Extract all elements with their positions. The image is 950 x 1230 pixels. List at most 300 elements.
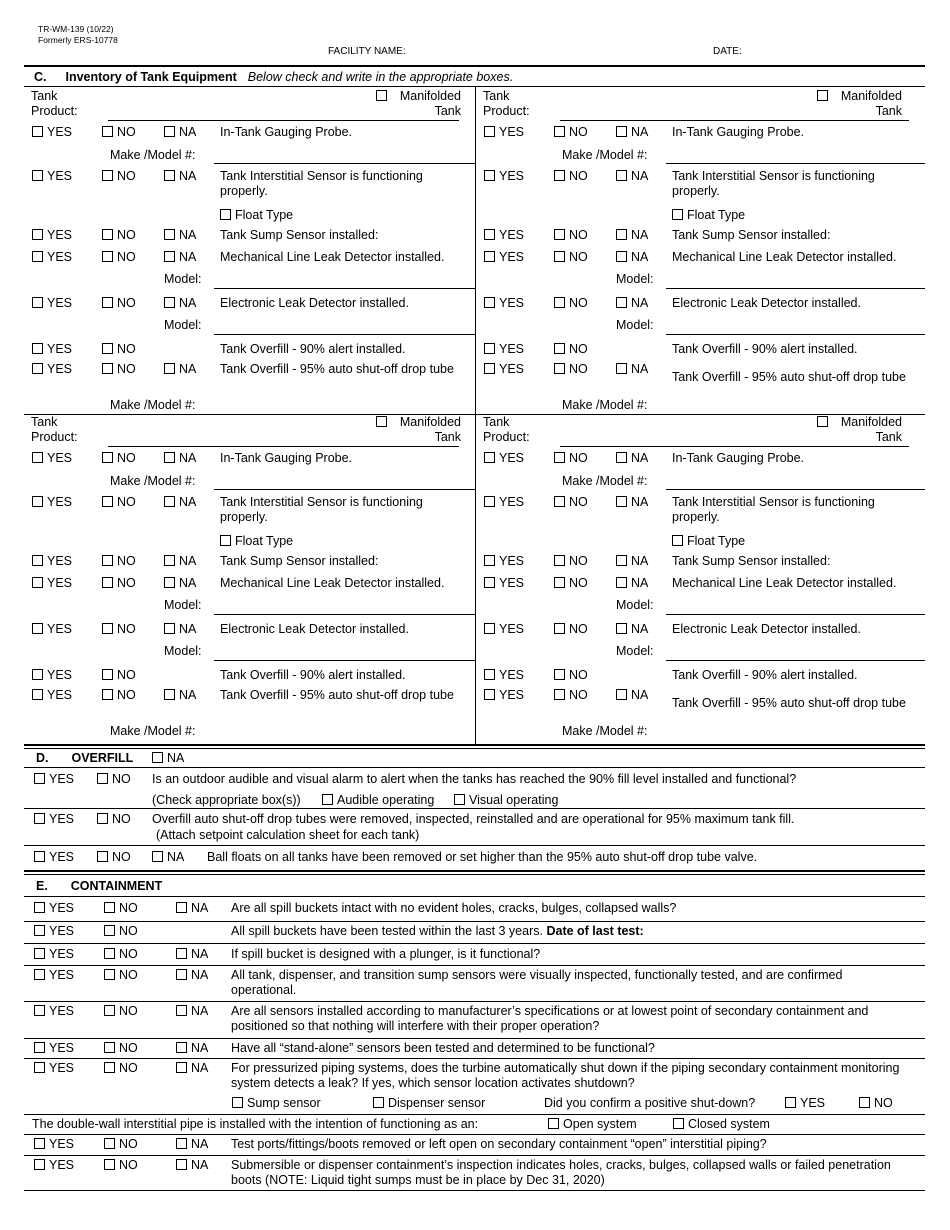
checkbox-icon[interactable] <box>376 416 387 427</box>
checkbox-icon[interactable] <box>616 496 627 507</box>
tank-L-89-electronic-yes[interactable] <box>32 296 72 311</box>
checkbox-icon[interactable] <box>176 902 187 913</box>
section-c-heading <box>34 70 513 85</box>
tank-L-415-gauging-yes[interactable] <box>32 451 72 466</box>
tank-R-415-overfill95-no[interactable] <box>554 688 588 703</box>
tank-R-415-overfill90-yes[interactable] <box>484 668 524 683</box>
e-q6-no[interactable] <box>104 1041 138 1056</box>
tank-L-89-mechanical-na[interactable] <box>164 250 196 265</box>
tank-R-415-mechanical-yes[interactable] <box>484 576 524 591</box>
checkbox-icon[interactable] <box>164 363 175 374</box>
checkbox-icon[interactable] <box>484 343 495 354</box>
e-q3-no[interactable] <box>104 947 138 962</box>
e-q10-no[interactable] <box>104 1158 138 1173</box>
checkbox-icon[interactable] <box>152 851 163 862</box>
checkbox-icon[interactable] <box>32 689 43 700</box>
e-q3-yes[interactable] <box>34 947 74 962</box>
e-q4-yes[interactable] <box>34 968 74 983</box>
checkbox-icon[interactable] <box>164 577 175 588</box>
tank-R-415-electronic-yes[interactable] <box>484 622 524 637</box>
tank-R-89-sump-yes[interactable] <box>484 228 524 243</box>
e-q5-no[interactable] <box>104 1004 138 1019</box>
checkbox-icon[interactable] <box>104 1042 115 1053</box>
tank-R-89-interstitial-na[interactable] <box>616 169 648 184</box>
e-q5-na[interactable] <box>176 1004 208 1019</box>
tank-L-89-overfill95-no[interactable] <box>102 362 136 377</box>
checkbox-icon[interactable] <box>164 229 175 240</box>
tank-L-415-mechanical-no[interactable] <box>102 576 136 591</box>
tank-R-89-mechanical-no[interactable] <box>554 250 588 265</box>
checkbox-icon[interactable] <box>484 623 495 634</box>
e-q3-na[interactable] <box>176 947 208 962</box>
tank-L-415-interstitial-yes[interactable] <box>32 495 72 510</box>
e-q7-confirm-no[interactable]: NO <box>859 1096 893 1111</box>
checkbox-icon[interactable] <box>102 623 113 634</box>
tank-L-89-gauging-yes[interactable] <box>32 125 72 140</box>
checkbox-icon[interactable] <box>32 343 43 354</box>
checkbox-icon[interactable] <box>32 555 43 566</box>
tank-L-415-mechanical-na[interactable] <box>164 576 196 591</box>
checkbox-icon[interactable] <box>102 669 113 680</box>
e-q6-yes[interactable] <box>34 1041 74 1056</box>
tank-R-89-manifolded-option[interactable] <box>817 89 902 119</box>
checkbox-icon[interactable] <box>32 126 43 137</box>
checkbox-icon[interactable] <box>817 416 828 427</box>
checkbox-icon[interactable] <box>164 689 175 700</box>
tank-L-415-electronic-na[interactable] <box>164 622 196 637</box>
tank-L-415-sump-yes[interactable] <box>32 554 72 569</box>
e-q9-no[interactable] <box>104 1137 138 1152</box>
checkbox-icon[interactable] <box>34 1159 45 1170</box>
tank-R-89-overfill95-no[interactable] <box>554 362 588 377</box>
checkbox-icon[interactable] <box>484 669 495 680</box>
tank-R-415-float-type-option[interactable] <box>672 534 745 549</box>
checkbox-icon[interactable] <box>616 555 627 566</box>
checkbox-label: NO <box>569 228 588 242</box>
header-rule <box>24 65 925 67</box>
checkbox-icon[interactable] <box>34 773 45 784</box>
checkbox-icon[interactable] <box>554 577 565 588</box>
checkbox-icon[interactable] <box>484 297 495 308</box>
tank-L-415-electronic-yes[interactable] <box>32 622 72 637</box>
e-q5-yes[interactable] <box>34 1004 74 1019</box>
checkbox-icon[interactable] <box>104 948 115 959</box>
tank-R-89-interstitial-text: Tank Interstitial Sensor is functioning properly. <box>672 169 875 198</box>
checkbox-label: NO <box>117 451 136 465</box>
section-d-na-option[interactable]: NA <box>152 751 184 766</box>
checkbox-icon[interactable] <box>164 251 175 262</box>
checkbox-icon[interactable] <box>484 577 495 588</box>
checkbox-icon[interactable] <box>102 555 113 566</box>
e-q6-na[interactable] <box>176 1041 208 1056</box>
checkbox-label: YES <box>47 296 73 310</box>
checkbox-icon[interactable] <box>102 297 113 308</box>
checkbox-label: NA <box>631 554 649 568</box>
checkbox-label: YES <box>499 342 525 356</box>
tank-L-89-overfill95-na[interactable] <box>164 362 196 377</box>
checkbox-icon[interactable] <box>34 813 45 824</box>
tank-R-89-mechanical-model-label: Model: <box>616 272 654 286</box>
tank-R-89-mechanical-na[interactable] <box>616 250 648 265</box>
checkbox-icon[interactable] <box>484 363 495 374</box>
tank-R-89-mechanical-yes[interactable] <box>484 250 524 265</box>
checkbox-label: NO <box>569 362 588 376</box>
checkbox-icon[interactable] <box>104 925 115 936</box>
checkbox-icon[interactable] <box>97 813 108 824</box>
checkbox-icon[interactable] <box>554 229 565 240</box>
e-q8-closed-system[interactable]: Closed system <box>673 1117 770 1132</box>
checkbox-icon[interactable] <box>164 623 175 634</box>
tank-R-415-interstitial-yes[interactable] <box>484 495 524 510</box>
checkbox-icon[interactable] <box>484 452 495 463</box>
checkbox-icon[interactable] <box>484 170 495 181</box>
checkbox-icon[interactable] <box>32 363 43 374</box>
tank-R-415-overfill95-na[interactable] <box>616 688 648 703</box>
checkbox-icon[interactable] <box>616 170 627 181</box>
tank-L-415-interstitial-no[interactable] <box>102 495 136 510</box>
tank-L-415-gauging-no[interactable] <box>102 451 136 466</box>
tank-L-415-interstitial-na[interactable] <box>164 495 196 510</box>
checkbox-icon[interactable] <box>554 251 565 262</box>
d-q3-yes[interactable]: YES <box>34 850 74 865</box>
d-q2-no[interactable]: NO <box>97 812 131 827</box>
checkbox-icon[interactable] <box>34 1062 45 1073</box>
tank-L-415-gauging-na[interactable] <box>164 451 196 466</box>
checkbox-icon[interactable] <box>104 969 115 980</box>
tank-L-415-overfill95-no[interactable] <box>102 688 136 703</box>
checkbox-icon[interactable] <box>32 669 43 680</box>
e-q9-yes[interactable] <box>34 1137 74 1152</box>
d-q1-visual[interactable]: Visual operating <box>454 793 558 808</box>
checkbox-icon[interactable] <box>32 623 43 634</box>
checkbox-icon[interactable] <box>34 1138 45 1149</box>
checkbox-icon[interactable] <box>616 623 627 634</box>
checkbox-icon[interactable] <box>817 90 828 101</box>
tank-R-89-electronic-yes[interactable] <box>484 296 524 311</box>
checkbox-label: YES <box>47 451 73 465</box>
checkbox-icon[interactable] <box>454 794 465 805</box>
checkbox-icon[interactable] <box>104 1062 115 1073</box>
checkbox-icon[interactable] <box>176 1159 187 1170</box>
tank-R-415-mechanical-na[interactable] <box>616 576 648 591</box>
checkbox-icon[interactable] <box>176 969 187 980</box>
tank-L-89-overfill95-yes[interactable] <box>32 362 72 377</box>
tank-R-89-overfill95-na[interactable] <box>616 362 648 377</box>
checkbox-label: YES <box>499 622 525 636</box>
checkbox-icon[interactable] <box>484 126 495 137</box>
tank-L-89-interstitial-no[interactable] <box>102 169 136 184</box>
checkbox-icon[interactable] <box>102 452 113 463</box>
e-q4-no[interactable] <box>104 968 138 983</box>
checkbox-icon[interactable] <box>484 689 495 700</box>
checkbox-icon[interactable] <box>34 969 45 980</box>
checkbox-icon[interactable] <box>34 1042 45 1053</box>
checkbox-icon[interactable] <box>164 452 175 463</box>
tank-R-89-overfill95-yes[interactable] <box>484 362 524 377</box>
checkbox-icon[interactable] <box>32 251 43 262</box>
checkbox-icon[interactable] <box>554 363 565 374</box>
d-q1-yes[interactable]: YES <box>34 772 74 787</box>
tank-L-415-mechanical-yes[interactable] <box>32 576 72 591</box>
checkbox-icon[interactable] <box>785 1097 796 1108</box>
checkbox-icon[interactable] <box>554 555 565 566</box>
checkbox-label: NO <box>117 228 136 242</box>
e-q1-yes[interactable] <box>34 901 74 916</box>
tank-L-89-gauging-no[interactable] <box>102 125 136 140</box>
tank-L-89-electronic-na[interactable] <box>164 296 196 311</box>
checkbox-icon[interactable] <box>34 851 45 862</box>
tank-L-89-overfill90-yes[interactable] <box>32 342 72 357</box>
float-type-label: Float Type <box>235 534 294 548</box>
tank-L-415-electronic-no[interactable] <box>102 622 136 637</box>
checkbox-icon[interactable] <box>176 1062 187 1073</box>
tank-L-415-float-type-option[interactable] <box>220 534 293 549</box>
tank-R-415-interstitial-no[interactable] <box>554 495 588 510</box>
checkbox-icon[interactable] <box>484 555 495 566</box>
checkbox-icon[interactable] <box>616 126 627 137</box>
checkbox-icon[interactable] <box>102 363 113 374</box>
checkbox-icon[interactable] <box>376 90 387 101</box>
checkbox-icon[interactable] <box>176 1042 187 1053</box>
checkbox-icon[interactable] <box>34 902 45 913</box>
tank-L-415-overfill95-text: Tank Overfill - 95% auto shut-off drop tube <box>220 688 454 702</box>
tank-R-415-interstitial-na[interactable] <box>616 495 648 510</box>
checkbox-icon[interactable] <box>373 1097 384 1108</box>
checkbox-icon[interactable] <box>554 496 565 507</box>
checkbox-icon[interactable] <box>616 452 627 463</box>
checkbox-icon[interactable] <box>32 577 43 588</box>
tank-R-415-sump-no[interactable] <box>554 554 588 569</box>
checkbox-icon[interactable] <box>104 902 115 913</box>
e-q7-no[interactable] <box>104 1061 138 1076</box>
checkbox-icon[interactable] <box>164 496 175 507</box>
checkbox-icon[interactable] <box>554 689 565 700</box>
checkbox-icon[interactable] <box>102 577 113 588</box>
checkbox-label: YES <box>47 362 73 376</box>
checkbox-icon[interactable] <box>554 623 565 634</box>
d-q3-na[interactable]: NA <box>152 850 184 865</box>
checkbox-label: NO <box>117 362 136 376</box>
tank-L-415-overfill-make-model-label: Make /Model #: <box>110 724 196 738</box>
checkbox-label: YES <box>47 495 73 509</box>
checkbox-icon[interactable] <box>616 251 627 262</box>
tank-L-415-manifolded-option[interactable] <box>376 415 461 445</box>
checkbox-icon[interactable] <box>104 1005 115 1016</box>
d-q2-yes[interactable]: YES <box>34 812 74 827</box>
tank-L-89-electronic-no[interactable] <box>102 296 136 311</box>
checkbox-label: YES <box>49 1061 75 1075</box>
tank-L-89-manifolded-option[interactable] <box>376 89 461 119</box>
e-q7-sump-sensor[interactable]: Sump sensor <box>232 1096 321 1111</box>
e-q7-na[interactable] <box>176 1061 208 1076</box>
tank-R-415-mechanical-no[interactable] <box>554 576 588 591</box>
tank-L-89-electronic-text: Electronic Leak Detector installed. <box>220 296 409 310</box>
checkbox-icon[interactable] <box>554 126 565 137</box>
checkbox-icon[interactable] <box>554 297 565 308</box>
e-q1-na[interactable] <box>176 901 208 916</box>
tank-L-89-interstitial-yes[interactable] <box>32 169 72 184</box>
checkbox-icon[interactable] <box>97 773 108 784</box>
tank-R-89-sump-na[interactable] <box>616 228 648 243</box>
d-q3-no[interactable]: NO <box>97 850 131 865</box>
tank-R-89-sump-no[interactable] <box>554 228 588 243</box>
tank-R-89-overfill90-yes[interactable] <box>484 342 524 357</box>
checkbox-icon[interactable] <box>220 535 231 546</box>
tank-R-89-electronic-no[interactable] <box>554 296 588 311</box>
checkbox-icon[interactable] <box>554 170 565 181</box>
e-q8-open-system[interactable]: Open system <box>548 1117 637 1132</box>
e-q1-text: Are all spill buckets intact with no evident holes, cracks, bulges, collapsed walls? <box>231 901 677 915</box>
checkbox-label: NO <box>119 924 138 938</box>
checkbox-label: NO <box>569 342 588 356</box>
checkbox-icon[interactable] <box>484 496 495 507</box>
tank-L-89-sump-yes[interactable] <box>32 228 72 243</box>
checkbox-label: YES <box>499 125 525 139</box>
checkbox-icon[interactable] <box>164 126 175 137</box>
checkbox-label: NA <box>631 576 649 590</box>
tank-L-415-electronic-text: Electronic Leak Detector installed. <box>220 622 409 636</box>
e-q9-na[interactable] <box>176 1137 208 1152</box>
checkbox-icon[interactable] <box>164 170 175 181</box>
tank-L-89-overfill90-no[interactable] <box>102 342 136 357</box>
e-q3-text: If spill bucket is designed with a plunger, is it functional? <box>231 947 541 961</box>
checkbox-icon[interactable] <box>232 1097 243 1108</box>
e-q7-confirm-yes[interactable]: YES <box>785 1096 825 1111</box>
checkbox-label: NO <box>117 296 136 310</box>
checkbox-icon[interactable] <box>616 363 627 374</box>
tank-L-89-mechanical-no[interactable] <box>102 250 136 265</box>
checkbox-icon[interactable] <box>484 251 495 262</box>
checkbox-icon[interactable] <box>322 794 333 805</box>
tank-R-415-electronic-na[interactable] <box>616 622 648 637</box>
checkbox-icon[interactable] <box>616 689 627 700</box>
tank-R-415-gauging-no[interactable] <box>554 451 588 466</box>
checkbox-icon[interactable] <box>102 126 113 137</box>
checkbox-icon[interactable] <box>104 1138 115 1149</box>
checkbox-icon[interactable] <box>34 948 45 959</box>
checkbox-icon[interactable] <box>554 343 565 354</box>
checkbox-icon[interactable] <box>616 297 627 308</box>
checkbox-icon[interactable] <box>616 577 627 588</box>
checkbox-icon[interactable] <box>673 1118 684 1129</box>
d-q1-audible[interactable]: Audible operating <box>322 793 434 808</box>
checkbox-icon[interactable] <box>220 209 231 220</box>
e-q10-na[interactable] <box>176 1158 208 1173</box>
tank-R-415-manifolded-option[interactable] <box>817 415 902 445</box>
tank-R-415-electronic-no[interactable] <box>554 622 588 637</box>
checkbox-icon[interactable] <box>152 752 163 763</box>
e-q10-yes[interactable] <box>34 1158 74 1173</box>
e-q7-dispenser-sensor[interactable]: Dispenser sensor <box>373 1096 485 1111</box>
e-q7-yes[interactable] <box>34 1061 74 1076</box>
tank-L-89-gauging-na[interactable] <box>164 125 196 140</box>
tank-L-415-overfill95-na[interactable] <box>164 688 196 703</box>
e-q2-no[interactable] <box>104 924 138 939</box>
checkbox-icon[interactable] <box>32 229 43 240</box>
tank-R-89-overfill90-no[interactable] <box>554 342 588 357</box>
tank-column-divider <box>475 87 476 744</box>
tank-R-89-float-type-option[interactable] <box>672 208 745 223</box>
tank-L-415-tank-product-label: Tank Product: <box>31 415 78 444</box>
tank-L-89-interstitial-na[interactable] <box>164 169 196 184</box>
d-q1-no[interactable]: NO <box>97 772 131 787</box>
tank-L-89-sump-no[interactable] <box>102 228 136 243</box>
tank-R-89-interstitial-yes[interactable] <box>484 169 524 184</box>
checkbox-icon[interactable] <box>176 1005 187 1016</box>
tank-R-89-interstitial-no[interactable] <box>554 169 588 184</box>
tank-R-415-mechanical-model-line <box>666 614 925 615</box>
e-q1-no[interactable] <box>104 901 138 916</box>
tank-L-415-overfill90-yes[interactable] <box>32 668 72 683</box>
e-q4-na[interactable] <box>176 968 208 983</box>
tank-L-415-overfill90-no[interactable] <box>102 668 136 683</box>
checkbox-icon[interactable] <box>484 229 495 240</box>
checkbox-icon[interactable] <box>32 297 43 308</box>
checkbox-icon[interactable] <box>672 209 683 220</box>
checkbox-icon[interactable] <box>32 452 43 463</box>
tank-R-415-sump-na[interactable] <box>616 554 648 569</box>
checkbox-label: NO <box>569 576 588 590</box>
checkbox-icon[interactable] <box>616 229 627 240</box>
tank-L-415-sump-no[interactable] <box>102 554 136 569</box>
checkbox-icon[interactable] <box>34 1005 45 1016</box>
checkbox-icon[interactable] <box>102 689 113 700</box>
tank-R-89-electronic-na[interactable] <box>616 296 648 311</box>
tank-L-89-sump-na[interactable] <box>164 228 196 243</box>
tank-R-89-gauging-na[interactable] <box>616 125 648 140</box>
checkbox-icon[interactable] <box>176 1138 187 1149</box>
checkbox-icon[interactable] <box>102 343 113 354</box>
checkbox-icon[interactable] <box>97 851 108 862</box>
tank-L-415-sump-na[interactable] <box>164 554 196 569</box>
checkbox-icon[interactable] <box>104 1159 115 1170</box>
checkbox-icon[interactable] <box>859 1097 870 1108</box>
row-rule <box>24 1134 925 1135</box>
d-q1-check-text: (Check appropriate box(s)) <box>152 793 301 807</box>
tank-R-415-gauging-yes[interactable] <box>484 451 524 466</box>
checkbox-icon[interactable] <box>554 669 565 680</box>
tank-R-415-sump-yes[interactable] <box>484 554 524 569</box>
checkbox-icon[interactable] <box>102 229 113 240</box>
tank-R-415-overfill90-no[interactable] <box>554 668 588 683</box>
checkbox-icon[interactable] <box>102 170 113 181</box>
tank-R-415-overfill95-yes[interactable] <box>484 688 524 703</box>
tank-R-89-gauging-no[interactable] <box>554 125 588 140</box>
checkbox-icon[interactable] <box>32 170 43 181</box>
tank-L-415-overfill95-yes[interactable] <box>32 688 72 703</box>
tank-R-415-gauging-make-model-label: Make /Model #: <box>562 474 648 488</box>
tank-L-89-mechanical-yes[interactable] <box>32 250 72 265</box>
tank-R-89-gauging-yes[interactable] <box>484 125 524 140</box>
checkbox-icon[interactable] <box>34 925 45 936</box>
checkbox-label: NA <box>179 228 197 242</box>
tank-L-89-float-type-option[interactable] <box>220 208 293 223</box>
checkbox-icon[interactable] <box>102 496 113 507</box>
float-type-label: Float Type <box>235 208 294 222</box>
checkbox-icon[interactable] <box>102 251 113 262</box>
checkbox-icon[interactable] <box>176 948 187 959</box>
checkbox-label: NO <box>117 554 136 568</box>
checkbox-icon[interactable] <box>548 1118 559 1129</box>
checkbox-icon[interactable] <box>554 452 565 463</box>
checkbox-icon[interactable] <box>672 535 683 546</box>
checkbox-label: NA <box>179 495 197 509</box>
checkbox-icon[interactable] <box>164 555 175 566</box>
checkbox-icon[interactable] <box>164 297 175 308</box>
tank-R-415-gauging-na[interactable] <box>616 451 648 466</box>
e-q2-yes[interactable] <box>34 924 74 939</box>
checkbox-icon[interactable] <box>32 496 43 507</box>
